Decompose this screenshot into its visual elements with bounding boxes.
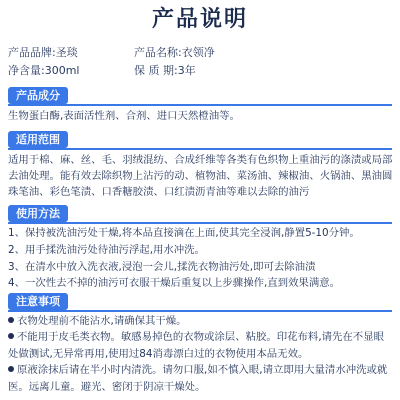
product-info xyxy=(8,44,392,80)
section-heading-ingredients: 产品成分 xyxy=(8,87,68,104)
section-heading-usage: 使用方法 xyxy=(8,205,68,222)
usage-step: 3、在清水中放入洗衣液,浸泡一会儿,揉洗衣物油污处,即可去除油渍 xyxy=(8,260,316,273)
note-text: 原液涂抹后请在半小时内清洗。请勿口服,如不慎入眼,请立即用大量清水冲洗或就医。远离儿童。避光、密闭于阴凉干燥处。 xyxy=(8,364,388,393)
info-name: 产品名称:衣领净 xyxy=(134,46,215,59)
section-heading-notes: 注意事项 xyxy=(8,293,68,310)
notes-section xyxy=(8,290,394,395)
note-item xyxy=(8,313,394,329)
scope-text: 适用于棉、麻、丝、毛、羽绒混纺、合成纤维等各类有色织物上重油污的涤渍或局部去油处理。能有效去除织物上沾污的动、植物油、菜汤油、辣椒油、火锅油、黑油圆珠笔油、彩色笔渍、口香糖胶渍、口红渍沥青油等难以去除的油污 xyxy=(8,154,393,199)
info-shelf-life: 保 质 期:3年 xyxy=(134,64,196,77)
section-divider xyxy=(8,222,392,224)
note-item xyxy=(8,329,394,362)
section-heading-scope: 适用范围 xyxy=(8,131,68,148)
usage-step: 4、一次性去不掉的油污可衣服干燥后重复以上步骤操作,直到效果满意。 xyxy=(8,277,341,290)
section-divider xyxy=(8,148,392,150)
note-item xyxy=(8,362,394,395)
bullet-icon xyxy=(8,333,14,339)
info-brand: 产品品牌:圣琰 xyxy=(8,46,78,59)
section-divider xyxy=(8,310,392,312)
page-title: 产品说明 xyxy=(151,7,248,32)
info-volume: 净含量:300ml xyxy=(8,64,80,77)
ingredients-section xyxy=(8,84,394,124)
usage-step: 2、用手揉洗油污处待油污浮起,用水冲洗。 xyxy=(8,243,205,256)
usage-step: 1、保持被洗油污处干燥,将本品直接滴在上面,使其完全浸润,静置5-10分钟。 xyxy=(8,227,360,239)
bullet-icon xyxy=(8,366,14,372)
bullet-icon xyxy=(8,317,14,323)
usage-section xyxy=(8,202,394,292)
scope-section xyxy=(8,128,394,201)
note-text: 衣物处理前不能沾水,请确保其干燥。 xyxy=(17,315,187,327)
note-text: 不能用于皮毛类衣物。敏感易掉色的衣物或涂层、粘胶。印花布料,请先在不显眼处做测试,无异常再用,使用过84消毒漂白过的衣物使用本品无效。 xyxy=(8,331,384,360)
ingredients-text: 生物蛋白酶,表面活性剂、合剂、进口天然橙油等。 xyxy=(8,110,240,122)
section-divider xyxy=(8,104,392,106)
